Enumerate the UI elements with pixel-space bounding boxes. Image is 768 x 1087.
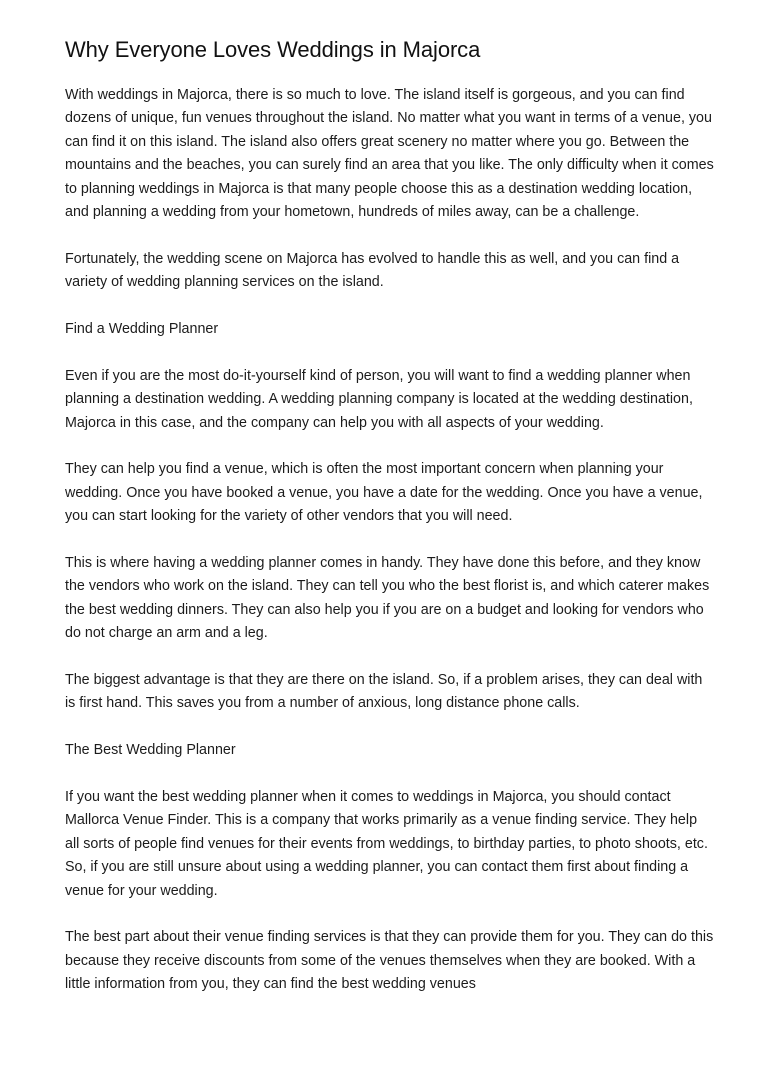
paragraph-discounts: The best part about their venue finding services is that they can provide them for you. They can do this because they receive discounts from some of the venues themselves when they are booked. With a little information from you, they can find the best wedding venues <box>65 929 714 993</box>
subheading-best-planner: The Best Wedding Planner <box>65 742 236 759</box>
paragraph-vendors: This is where having a wedding planner comes in handy. They have done this before, and they know the vendors who work on the island. They can tell you who the best florist is, and which caterer makes the best wedding dinners. They can also help you if you are on a budget and looking for vendors who do not charge an arm and a leg. <box>65 555 710 642</box>
paragraph-advantage: The biggest advantage is that they are there on the island. So, if a problem arises, they can deal with is first hand. This saves you from a number of anxious, long distance phone calls. <box>65 672 703 712</box>
subheading-find-planner: Find a Wedding Planner <box>65 321 219 338</box>
paragraph-venue: They can help you find a venue, which is often the most important concern when planning your wedding. Once you have booked a venue, you have a date for the wedding. Once you have a venue, you can start looking for the variety of other vendors that you will need. <box>65 461 703 525</box>
paragraph-intro: With weddings in Majorca, there is so much to love. The island itself is gorgeous, and you can find dozens of unique, fun venues throughout the island. No matter what you want in terms of a venue, you can find it on this island. The island also offers great scenery no matter where you go. Between the mountains and the beaches, you can surely find an area that you like. The only difficulty when it comes to planning weddings in Majorca is that many people choose this as a destination wedding location, and planning a wedding from your hometown, hundreds of miles away, can be a challenge. <box>65 87 714 221</box>
page-title: Why Everyone Loves Weddings in Majorca <box>65 37 481 62</box>
paragraph-venue-finder: If you want the best wedding planner when it comes to weddings in Majorca, you should contact Mallorca Venue Finder. This is a company that works primarily as a venue finding service. They help all sorts of people find venues for their events from weddings, to birthday parties, to photo shoots, etc. So, if you are still unsure about using a wedding planner, you can contact them first about finding a venue for your wedding. <box>65 789 708 899</box>
paragraph-diy: Even if you are the most do-it-yourself kind of person, you will want to find a wedding planner when planning a destination wedding. A wedding planning company is located at the wedding destination, Majorca in this case, and the company can help you with all aspects of your wedding. <box>65 367 693 431</box>
paragraph-fortunately: Fortunately, the wedding scene on Majorca has evolved to handle this as well, and you can find a variety of wedding planning services on the island. <box>65 250 680 291</box>
document-page <box>65 36 715 1020</box>
